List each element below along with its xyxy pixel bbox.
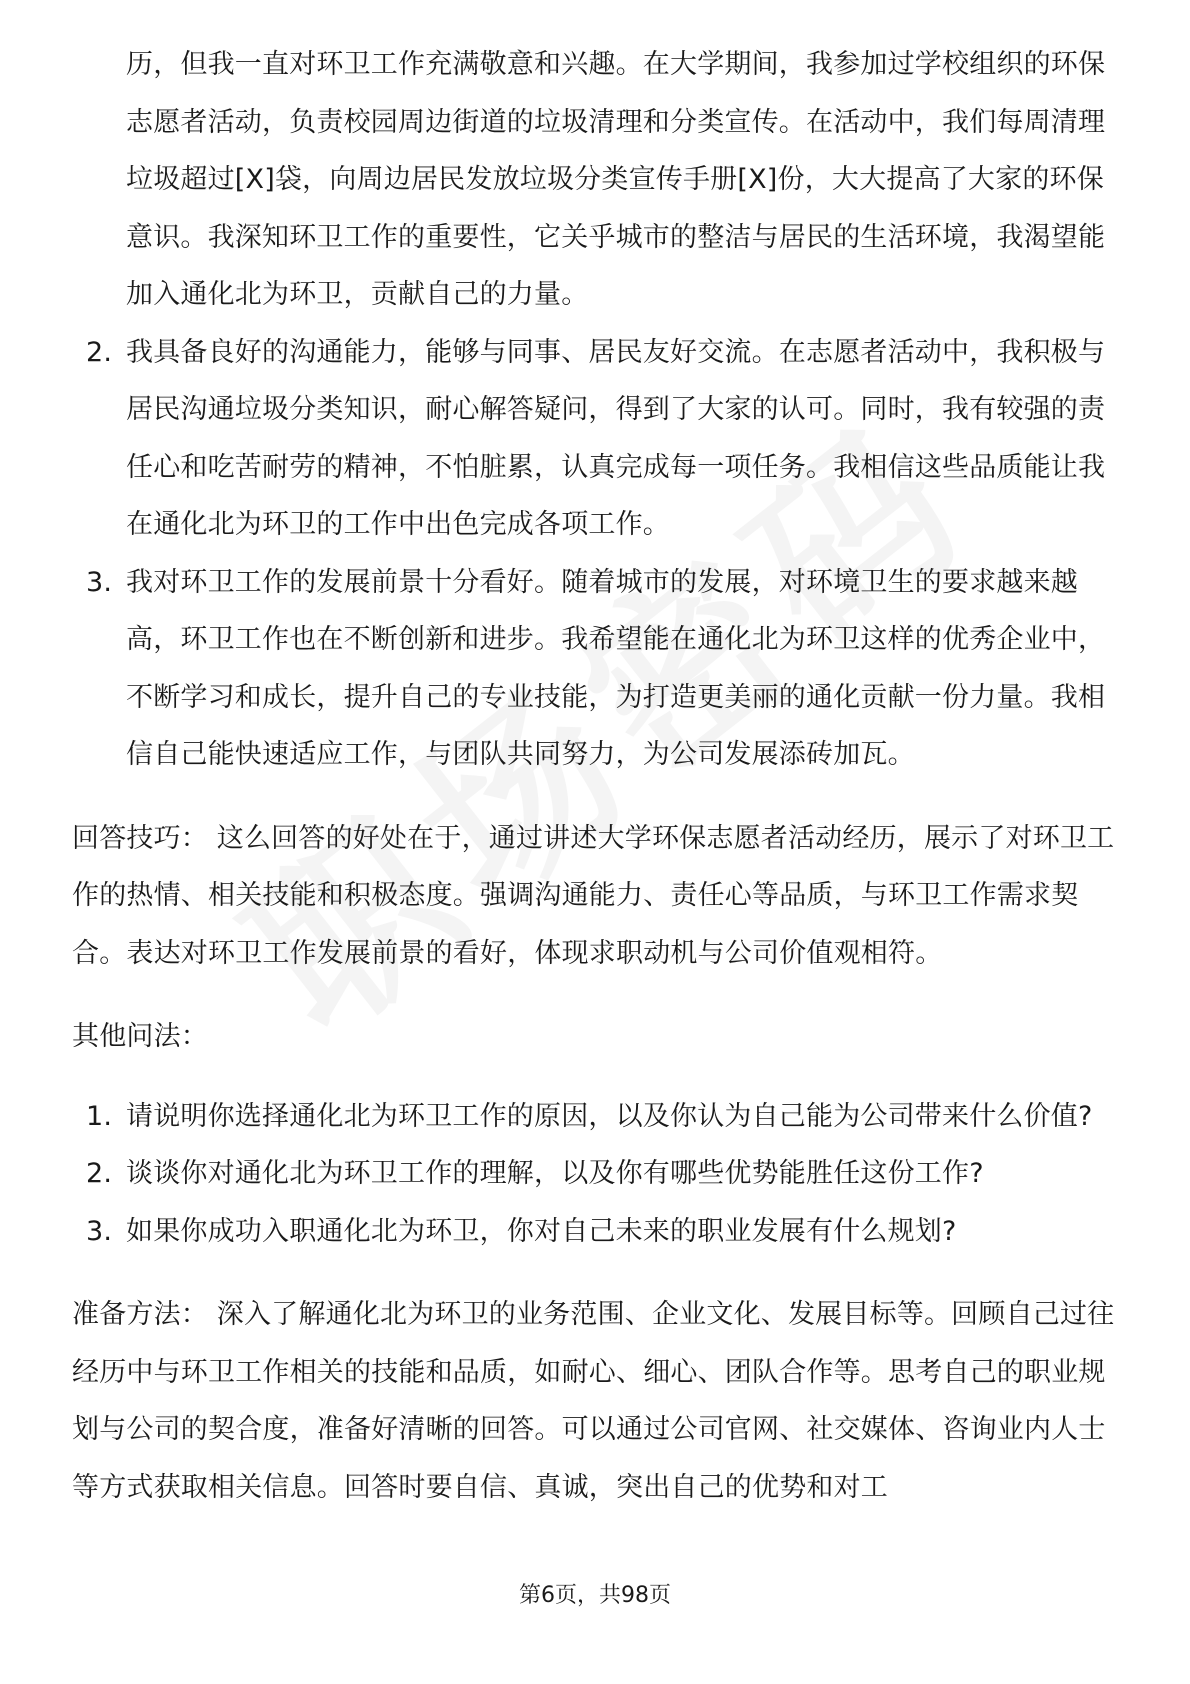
answer-item-2 [72, 324, 1122, 554]
list-number: 1. [86, 1100, 113, 1132]
list-number: 2. [86, 336, 113, 368]
answer-tips [72, 810, 1122, 983]
other-question-text: 请说明你选择通化北为环卫工作的原因，以及你认为自己能为公司带来什么价值? [126, 1100, 1093, 1132]
continued-answer-item-1: 历，但我一直对环卫工作充满敬意和兴趣。在大学期间，我参加过学校组织的环保志愿者活动，负责校园周边街道的垃圾清理和分类宣传。在活动中，我们每周清理垃圾超过[X]袋，向周边居民发放垃圾分类宣传手册[X]份，大大提高了大家的环保意识。我深知环卫工作的重要性，它关乎城市的整洁与居民的生活环境，我渴望能加入通化北为环卫，贡献自己的力量。 [126, 49, 1106, 310]
answer-list [72, 324, 1122, 784]
list-number: 2. [86, 1158, 113, 1189]
prep-method [72, 1286, 1122, 1516]
other-question-2 [72, 1145, 1122, 1203]
prep-method-label: 准备方法： [72, 1299, 208, 1330]
other-question-text: 如果你成功入职通化北为环卫，你对自己未来的职业发展有什么规划? [126, 1215, 957, 1247]
answer-tips-label: 回答技巧： [72, 822, 208, 854]
list-number: 3. [86, 1215, 113, 1247]
other-question-3 [72, 1203, 1122, 1261]
other-questions-label: 其他问法： [72, 1021, 208, 1052]
other-question-text: 谈谈你对通化北为环卫工作的理解，以及你有哪些优势能胜任这份工作? [126, 1158, 984, 1189]
page-footer: 第6页，共98页 [519, 1583, 671, 1608]
other-question-1 [72, 1088, 1122, 1146]
answer-item-3 [72, 554, 1122, 784]
answer-item-text: 我对环卫工作的发展前景十分看好。随着城市的发展，对环境卫生的要求越来越高，环卫工作也在不断创新和进步。我希望能在通化北为环卫这样的优秀企业中，不断学习和成长，提升自己的专业技能，为打造更美丽的通化贡献一份力量。我相信自己能快速适应工作，与团队共同努力，为公司发展添砖加瓦。 [126, 566, 1106, 770]
other-questions-list [72, 1088, 1122, 1261]
prep-method-text: 深入了解通化北为环卫的业务范围、企业文化、发展目标等。回顾自己过往经历中与环卫工作相关的技能和品质，如耐心、细心、团队合作等。思考自己的职业规划与公司的契合度，准备好清晰的回答。可以通过公司官网、社交媒体、咨询业内人士等方式获取相关信息。回答时要自信、真诚，突出自己的优势和对工 [72, 1299, 1115, 1503]
document-body [72, 36, 1122, 1516]
list-number: 3. [86, 566, 113, 598]
answer-tips-text: 这么回答的好处在于，通过讲述大学环保志愿者活动经历，展示了对环卫工作的热情、相关技能和积极态度。强调沟通能力、责任心等品质，与环卫工作需求契合。表达对环卫工作发展前景的看好，体现求职动机与公司价值观相符。 [72, 822, 1115, 969]
answer-item-text: 我具备良好的沟通能力，能够与同事、居民友好交流。在志愿者活动中，我积极与居民沟通垃圾分类知识，耐心解答疑问，得到了大家的认可。同时，我有较强的责任心和吃苦耐劳的精神，不怕脏累，认真完成每一项任务。我相信这些品质能让我在通化北为环卫的工作中出色完成各项工作。 [126, 336, 1106, 540]
